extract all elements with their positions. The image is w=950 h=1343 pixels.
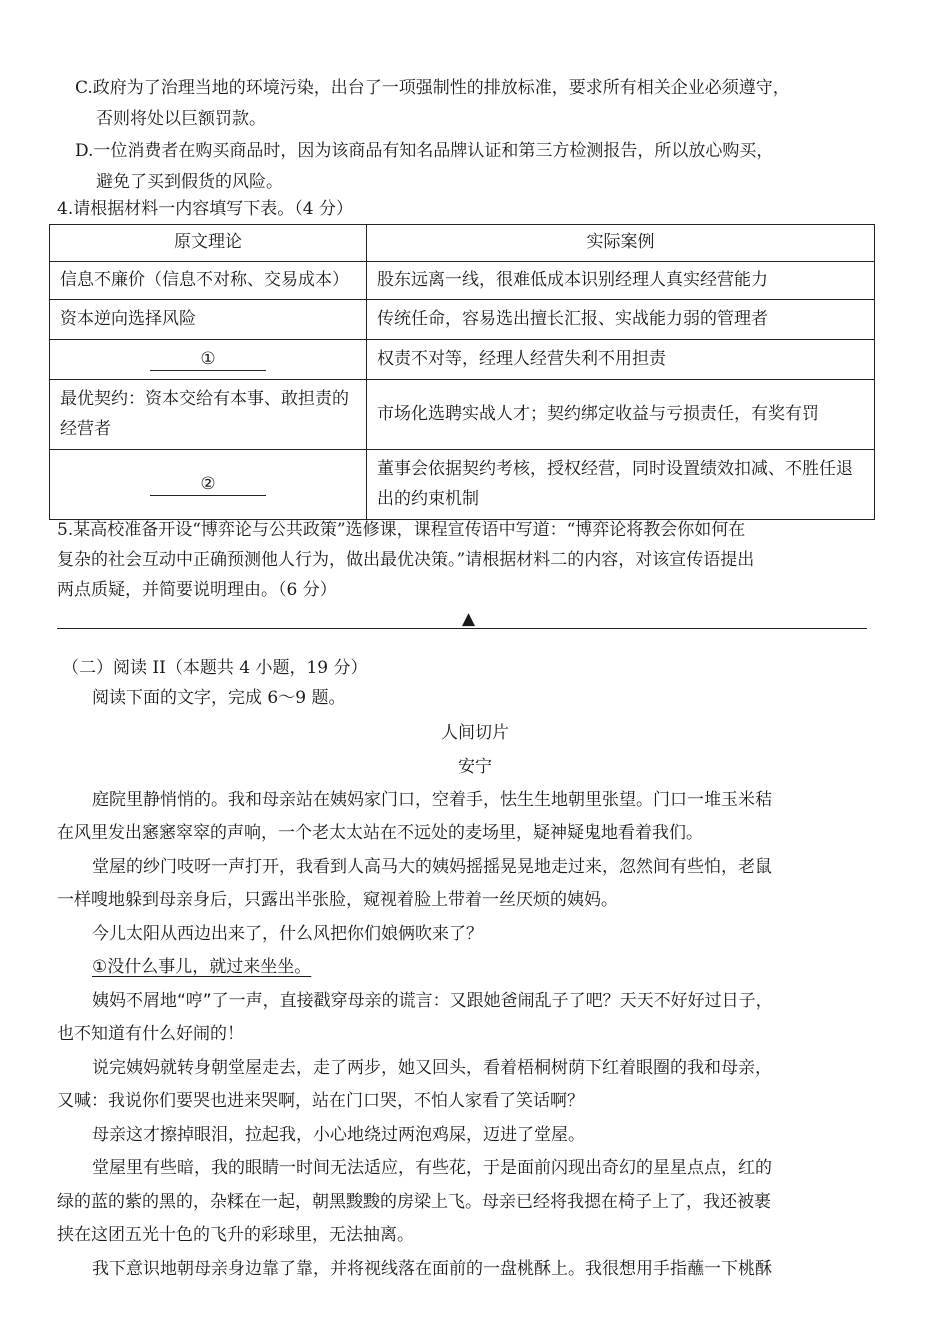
theory-blank-cell: [50, 450, 367, 520]
section-divider: [57, 628, 867, 629]
article-line: 也不知道有什么好闹的！: [57, 1024, 244, 1044]
theory-blank-cell: [50, 340, 367, 380]
q3-option-d-line2: 避免了买到假货的风险。: [96, 172, 283, 192]
answer-blank-1: ①: [150, 348, 266, 371]
header-case: 实际案例: [367, 225, 875, 262]
q3-option-c-line2: 否则将处以巨额罚款。: [96, 109, 266, 129]
q4-table: [49, 224, 875, 520]
q3-option-d-line1: D.一位消费者在购买商品时，因为该商品有知名品牌认证和第三方检测报告，所以放心购买，: [75, 141, 774, 161]
article-line-underlined: ①没什么事儿，就过来坐坐。: [92, 957, 312, 977]
case-cell: 权责不对等，经理人经营失利不用担责: [367, 340, 875, 380]
header-theory: 原文理论: [50, 225, 367, 262]
theory-cell: 资本逆向选择风险: [50, 300, 367, 340]
article-line: 挟在这团五光十色的飞升的彩球里，无法抽离。: [57, 1225, 414, 1245]
table-header-row: [50, 225, 875, 262]
table-row: [50, 380, 875, 450]
theory-cell: 最优契约：资本交给有本事、敢担责的经营者: [50, 380, 367, 450]
article-line: 今儿太阳从西边出来了，什么风把你们娘俩吹来了？: [92, 924, 483, 944]
theory-cell: 信息不廉价（信息不对称、交易成本）: [50, 262, 367, 300]
article-line: 又喊：我说你们要哭也进来哭啊，站在门口哭，不怕人家看了笑话啊？: [57, 1091, 584, 1111]
case-cell: 股东远离一线，很难低成本识别经理人真实经营能力: [367, 262, 875, 300]
case-cell: 董事会依据契约考核，授权经营，同时设置绩效扣减、不胜任退出的约束机制: [367, 450, 875, 520]
case-cell: 传统任命，容易选出擅长汇报、实战能力弱的管理者: [367, 300, 875, 340]
article-line: 母亲这才擦掉眼泪，拉起我，小心地绕过两泡鸡屎，迈进了堂屋。: [92, 1125, 585, 1145]
table-row: [50, 340, 875, 380]
article-line: 堂屋的纱门吱呀一声打开，我看到人高马大的姨妈摇摇晃晃地走过来，忽然间有些怕，老鼠: [92, 857, 772, 877]
article-line: 堂屋里有些暗，我的眼睛一时间无法适应，有些花，于是面前闪现出奇幻的星星点点，红的: [92, 1158, 772, 1178]
table-row: [50, 262, 875, 300]
q3-option-c-line1: C.政府为了治理当地的环境污染，出台了一项强制性的排放标准，要求所有相关企业必须遵守，: [75, 78, 790, 98]
section2-heading: （二）阅读 II（本题共 4 小题，19 分）: [62, 658, 368, 678]
article-line: 绿的蓝的紫的黑的，杂糅在一起，朝黑黢黢的房梁上飞。母亲已经将我摁在椅子上了，我还被裹: [57, 1192, 771, 1212]
article-line: 姨妈不屑地“哼”了一声，直接戳穿母亲的谎言：又跟她爸闹乱子了吧？天天不好好过日子，: [92, 991, 773, 1011]
q5-line3: 两点质疑，并简要说明理由。（6 分）: [57, 580, 337, 600]
section2-instruction: 阅读下面的文字，完成 6～9 题。: [92, 688, 346, 708]
case-cell: 市场化选聘实战人才；契约绑定收益与亏损责任，有奖有罚: [367, 380, 875, 450]
article-title: 人间切片: [441, 723, 509, 743]
article-author: 安宁: [458, 757, 492, 777]
article-line: 我下意识地朝母亲身边靠了靠，并将视线落在面前的一盘桃酥上。我很想用手指蘸一下桃酥: [92, 1259, 772, 1279]
answer-blank-2: ②: [150, 473, 266, 496]
q5-line2: 复杂的社会互动中正确预测他人行为，做出最优决策。”请根据材料二的内容，对该宣传语提出: [57, 550, 755, 570]
article-line: 庭院里静悄悄的。我和母亲站在姨妈家门口，空着手，怯生生地朝里张望。门口一堆玉米秸: [92, 790, 772, 810]
table-row: [50, 450, 875, 520]
article-line: 一样嗖地躲到母亲身后，只露出半张脸，窥视着脸上带着一丝厌烦的姨妈。: [57, 890, 618, 910]
q5-line1: 5.某高校准备开设“博弈论与公共政策”选修课，课程宣传语中写道：“博弈论将教会你如何在: [57, 520, 746, 540]
q4-prompt: 4.请根据材料一内容填写下表。（4 分）: [57, 199, 353, 219]
table-row: [50, 300, 875, 340]
article-line: 说完姨妈就转身朝堂屋走去，走了两步，她又回头，看着梧桐树荫下红着眼圈的我和母亲，: [92, 1058, 772, 1078]
triangle-separator-icon: ▲: [462, 609, 476, 629]
article-line: 在风里发出窸窸窣窣的声响，一个老太太站在不远处的麦场里，疑神疑鬼地看着我们。: [57, 823, 703, 843]
